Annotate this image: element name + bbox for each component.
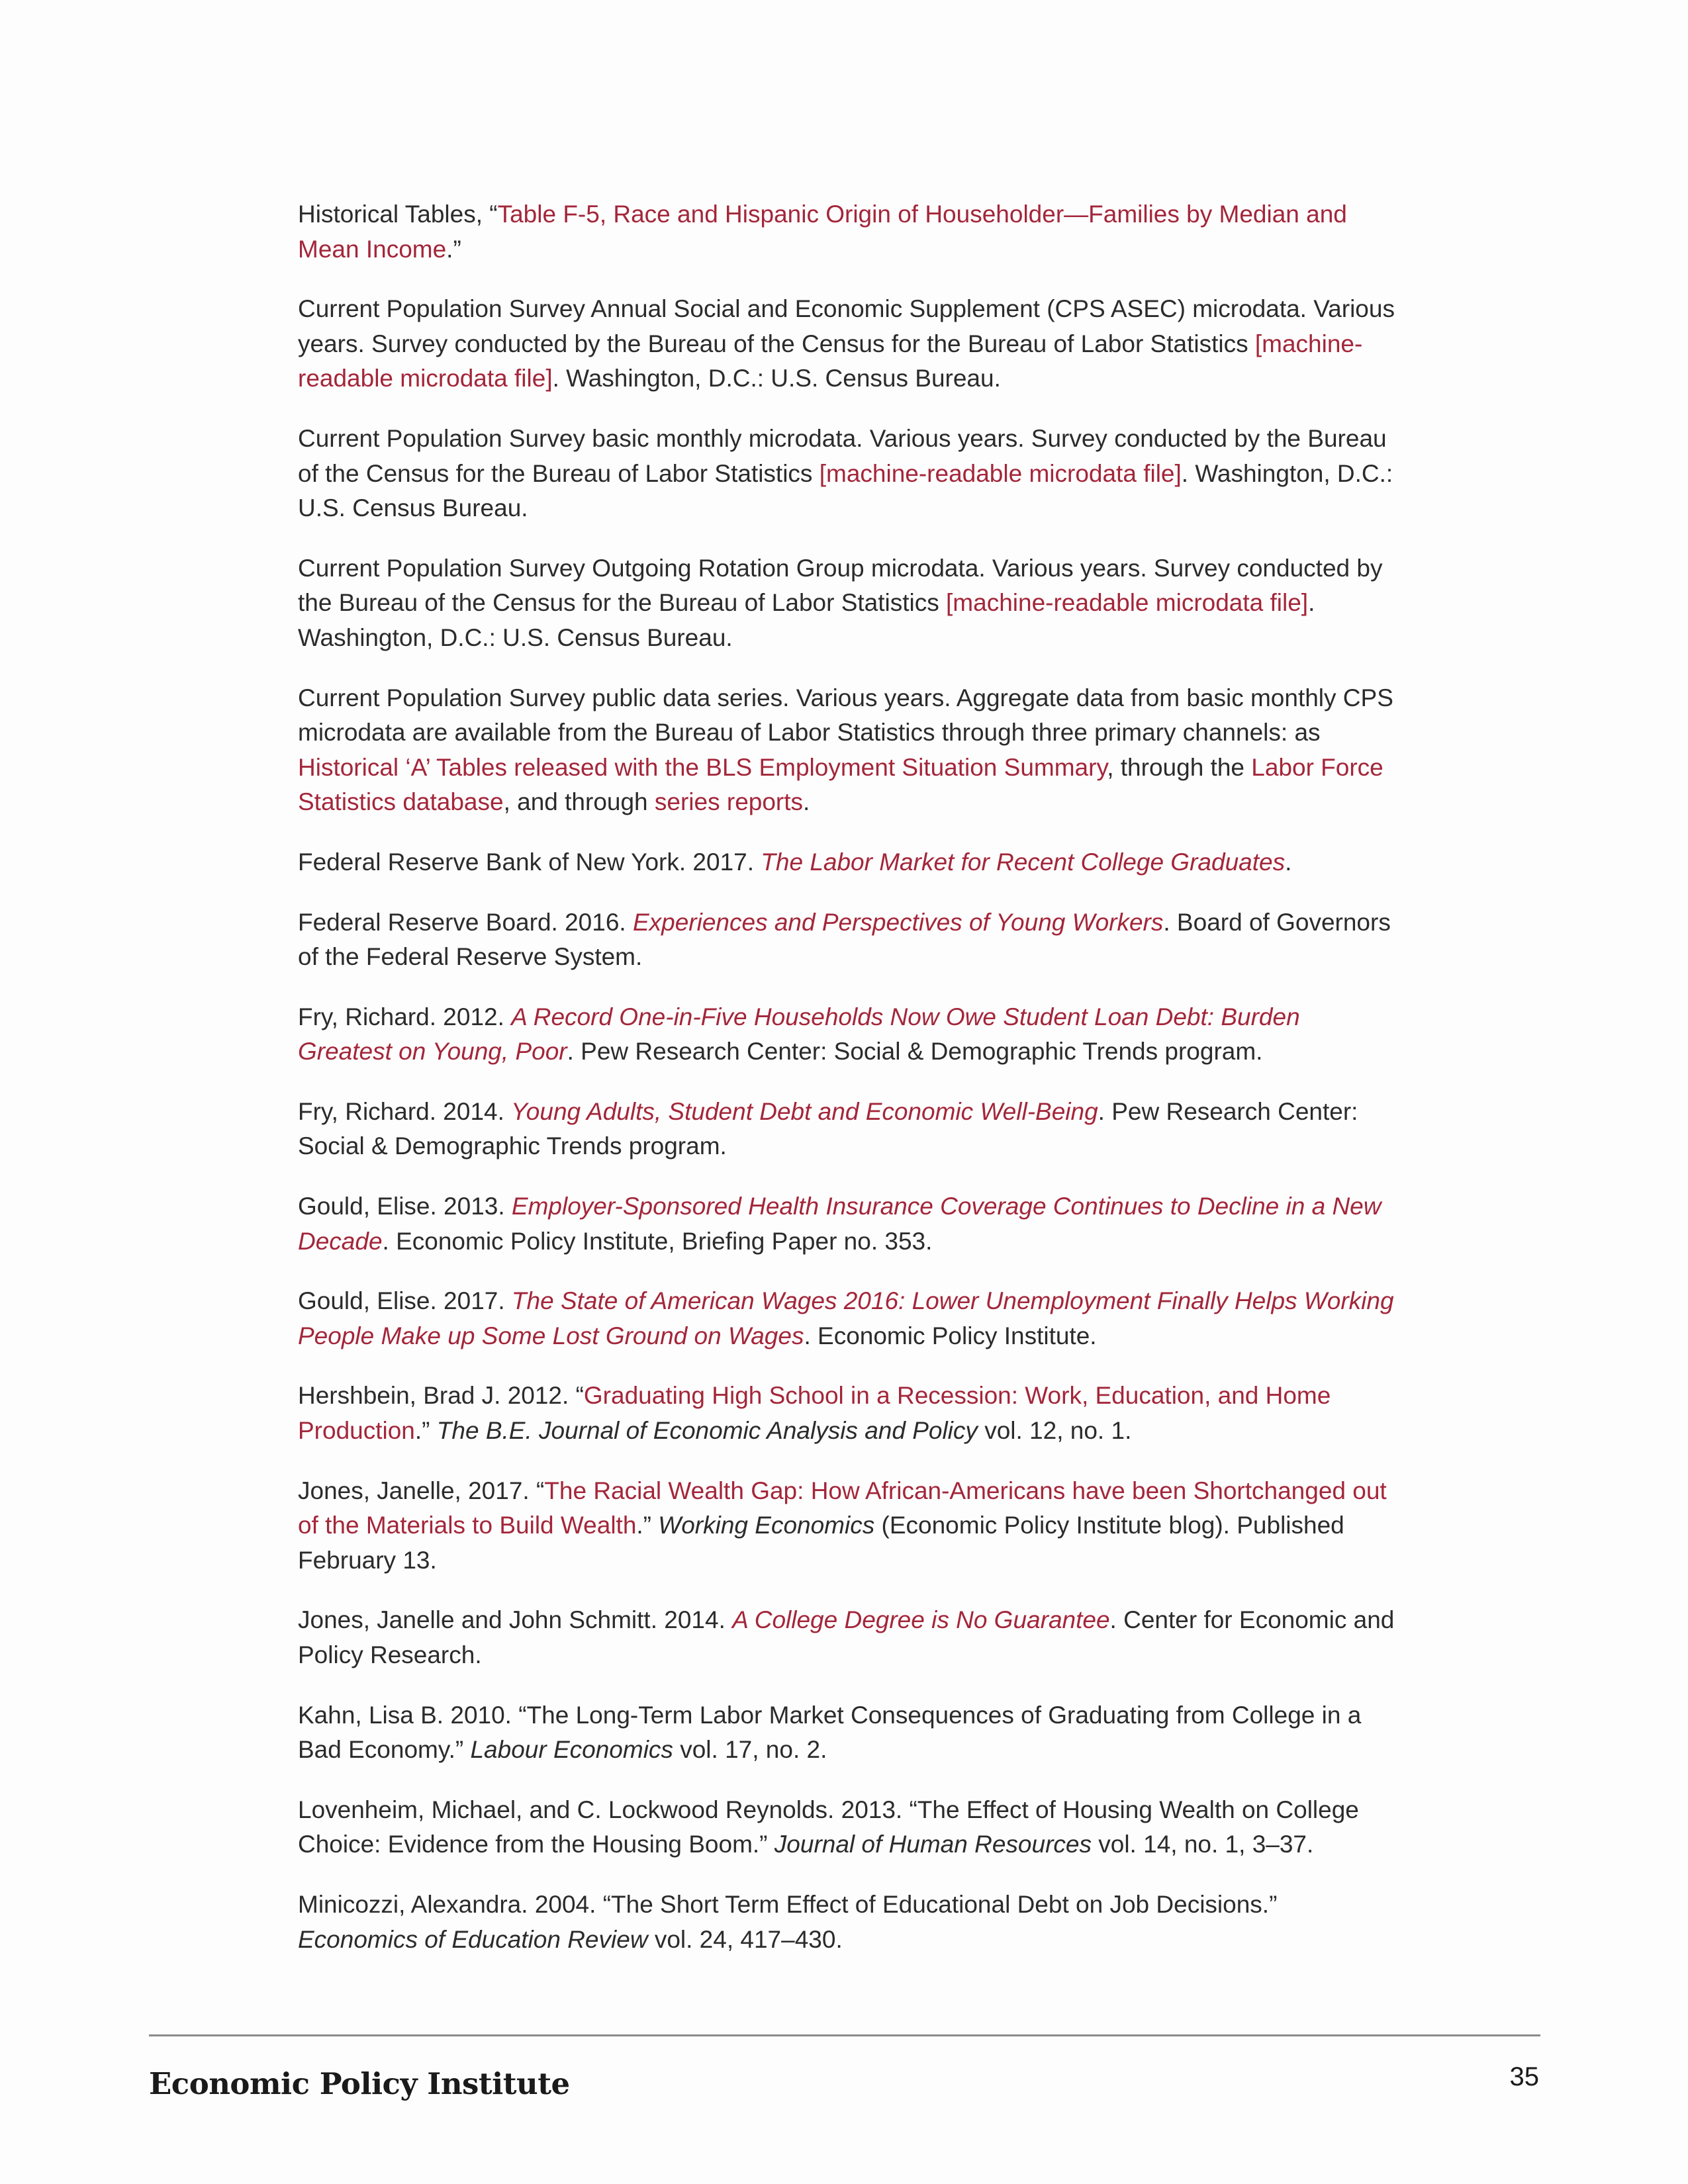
reference-entry xyxy=(298,1603,1397,1672)
reference-title-italic: The B.E. Journal of Economic Analysis and Policy xyxy=(436,1417,978,1445)
reference-link[interactable]: Graduating High School in a Recession: Work, Education, and Home Production xyxy=(298,1382,1331,1445)
reference-text: .” xyxy=(446,235,461,263)
reference-title-italic: Economics of Education Review xyxy=(298,1925,648,1953)
reference-text: Jones, Janelle and John Schmitt. 2014. xyxy=(298,1606,733,1634)
reference-link[interactable]: The State of American Wages 2016: Lower Unemployment Finally Helps Working People Make up Some Lost Ground on Wages xyxy=(298,1287,1394,1349)
reference-entry xyxy=(298,1698,1397,1768)
reference-link[interactable]: A Record One-in-Five Households Now Owe Student Loan Debt: Burden Greatest on Young, Poor xyxy=(298,1003,1300,1066)
reference-text: . Board of Governors of the Federal Reserve System. xyxy=(298,908,1391,971)
reference-text: Current Population Survey public data series. Various years. Aggregate data from basic monthly CPS microdata are available from the Bureau of Labor Statistics through three primary channels: as xyxy=(298,684,1393,747)
reference-text: vol. 24, 417–430. xyxy=(647,1925,843,1953)
reference-link[interactable]: The Racial Wealth Gap: How African-Americans have been Shortchanged out of the Materials to Build Wealth xyxy=(298,1477,1387,1539)
reference-entry xyxy=(298,551,1397,656)
reference-text: . xyxy=(803,788,810,816)
reference-text: . Pew Research Center: Social & Demographic Trends program. xyxy=(298,1097,1358,1160)
reference-text: Fry, Richard. 2014. xyxy=(298,1097,512,1125)
reference-entry xyxy=(298,1888,1397,1957)
reference-link[interactable]: Young Adults, Student Debt and Economic Well-Being xyxy=(511,1097,1098,1125)
reference-title-italic: Journal of Human Resources xyxy=(774,1831,1092,1858)
reference-title-italic: Working Economics xyxy=(658,1512,875,1539)
reference-entry xyxy=(298,1095,1397,1164)
reference-text: . Washington, D.C.: U.S. Census Bureau. xyxy=(298,459,1393,522)
reference-title-italic: Labour Economics xyxy=(470,1736,673,1764)
reference-text: Lovenheim, Michael, and C. Lockwood Reynolds. 2013. “The Effect of Housing Wealth on College Choice: Evidence from the Housing Boom.” xyxy=(298,1796,1359,1858)
reference-text: vol. 12, no. 1. xyxy=(977,1417,1132,1445)
reference-link[interactable]: [machine-readable microdata file] xyxy=(819,459,1182,487)
reference-entry xyxy=(298,292,1397,396)
reference-entry xyxy=(298,1379,1397,1448)
reference-text: , and through xyxy=(503,788,655,816)
reference-link[interactable]: Employer-Sponsored Health Insurance Coverage Continues to Decline in a New Decade xyxy=(298,1193,1382,1255)
reference-link[interactable]: Table F-5, Race and Hispanic Origin of Householder—Families by Median and Mean Income xyxy=(298,201,1347,263)
reference-text: Current Population Survey Outgoing Rotation Group microdata. Various years. Survey conducted by the Bureau of the Census for the Bureau of Labor Statistics xyxy=(298,554,1383,617)
reference-text: Federal Reserve Bank of New York. 2017. xyxy=(298,848,761,876)
reference-text: Current Population Survey Annual Social and Economic Supplement (CPS ASEC) microdata. Various years. Survey conducted by the Bureau of the Census for the Bureau of Labor Statistics xyxy=(298,295,1395,357)
reference-link[interactable]: Historical ‘A’ Tables released with the BLS Employment Situation Summary xyxy=(298,753,1107,781)
reference-entry xyxy=(298,422,1397,526)
reference-entry xyxy=(298,845,1397,880)
reference-link[interactable]: The Labor Market for Recent College Graduates xyxy=(761,848,1286,876)
reference-entry xyxy=(298,1284,1397,1353)
reference-text: Jones, Janelle, 2017. “ xyxy=(298,1477,545,1504)
reference-text: (Economic Policy Institute blog). Published February 13. xyxy=(298,1512,1344,1574)
reference-entry xyxy=(298,1000,1397,1069)
reference-text: Gould, Elise. 2013. xyxy=(298,1193,512,1220)
reference-text: . Washington, D.C.: U.S. Census Bureau. xyxy=(552,365,1001,392)
reference-link[interactable]: Experiences and Perspectives of Young Workers xyxy=(632,908,1164,936)
reference-entry xyxy=(298,681,1397,820)
reference-entry xyxy=(298,1474,1397,1578)
reference-entry xyxy=(298,197,1397,267)
reference-link[interactable]: series reports xyxy=(654,788,804,816)
reference-entry xyxy=(298,905,1397,975)
reference-text: Federal Reserve Board. 2016. xyxy=(298,908,633,936)
reference-link[interactable]: [machine-readable microdata file] xyxy=(298,330,1363,392)
reference-entry xyxy=(298,1189,1397,1259)
reference-text: Kahn, Lisa B. 2010. “The Long-Term Labor Market Consequences of Graduating from College in a Bad Economy.” xyxy=(298,1701,1362,1764)
footer-divider xyxy=(149,2034,1540,2036)
reference-text: , through the xyxy=(1107,753,1252,781)
reference-text: vol. 17, no. 2. xyxy=(673,1736,827,1764)
reference-text: Hershbein, Brad J. 2012. “ xyxy=(298,1382,584,1410)
reference-link[interactable]: A College Degree is No Guarantee xyxy=(732,1606,1110,1634)
reference-text: . Economic Policy Institute. xyxy=(804,1322,1097,1349)
page-number: 35 xyxy=(1509,2062,1539,2091)
reference-text: .” xyxy=(636,1512,659,1539)
reference-text: vol. 14, no. 1, 3–37. xyxy=(1091,1831,1314,1858)
reference-link[interactable]: Labor Force Statistics database xyxy=(298,753,1383,816)
reference-text: Fry, Richard. 2012. xyxy=(298,1003,512,1030)
footer-brand: Economic Policy Institute xyxy=(149,2066,570,2101)
reference-text: Historical Tables, “ xyxy=(298,201,498,228)
reference-text: Current Population Survey basic monthly microdata. Various years. Survey conducted by the Bureau of the Census for the Bureau of Labor Statistics xyxy=(298,424,1387,487)
reference-text: Gould, Elise. 2017. xyxy=(298,1287,512,1315)
reference-text: . Pew Research Center: Social & Demographic Trends program. xyxy=(567,1038,1263,1066)
reference-text: Minicozzi, Alexandra. 2004. “The Short Term Effect of Educational Debt on Job Decisions.” xyxy=(298,1890,1278,1918)
reference-text: .” xyxy=(414,1417,437,1445)
reference-link[interactable]: [machine-readable microdata file] xyxy=(946,589,1309,617)
reference-text: . Economic Policy Institute, Briefing Paper no. 353. xyxy=(382,1227,933,1255)
reference-text: . Washington, D.C.: U.S. Census Bureau. xyxy=(298,589,1315,651)
reference-text: . xyxy=(1285,848,1292,876)
reference-list xyxy=(298,197,1397,1982)
reference-entry xyxy=(298,1793,1397,1862)
reference-text: . Center for Economic and Policy Research. xyxy=(298,1606,1395,1668)
